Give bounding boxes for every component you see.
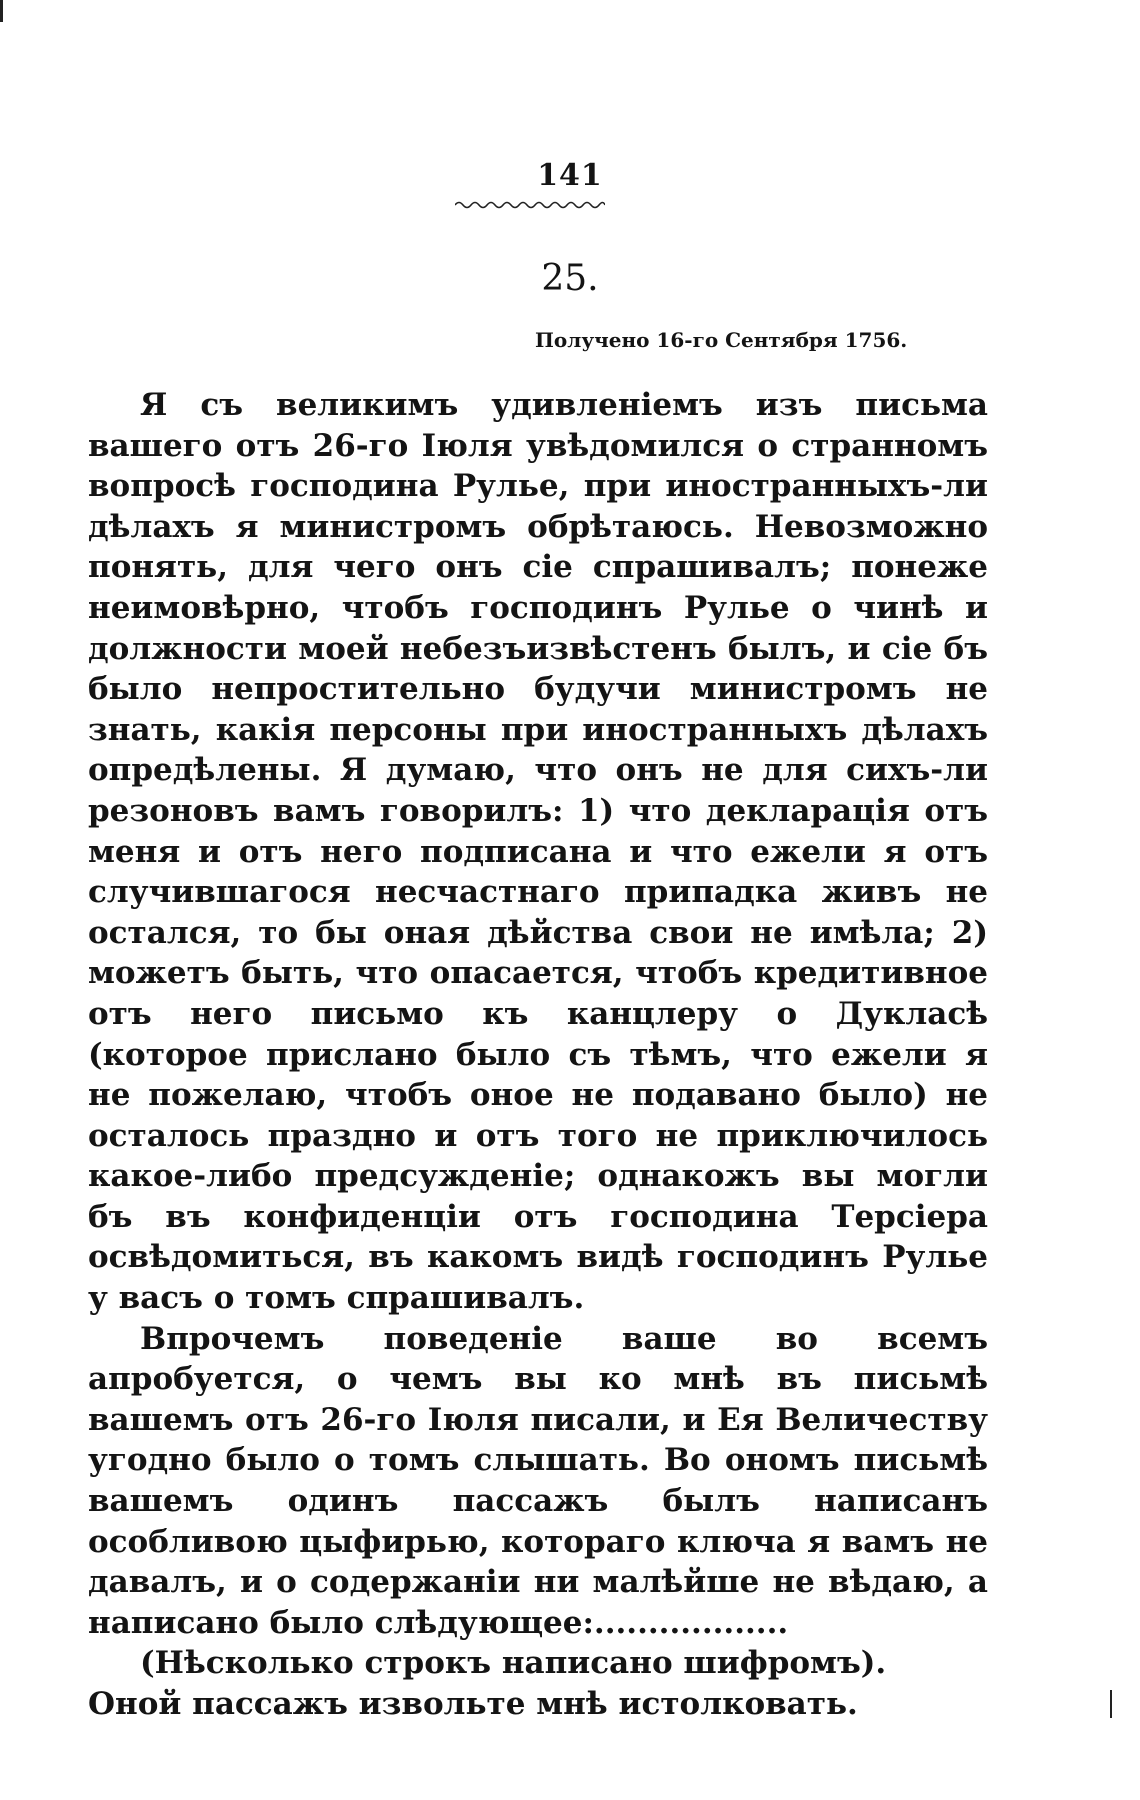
wavy-rule-ornament (455, 198, 605, 212)
paragraph-4: Оной пассажъ извольте мнѣ истолковать. (88, 1686, 858, 1722)
paragraph-2: Впрочемъ поведеніе ваше во всемъ апробуется, о чемъ вы ко мнѣ въ письмѣ вашемъ отъ 26-го Іюля писали, и Ея Величеству угодно было о томъ слышать. Во ономъ письмѣ вашемъ одинъ пассажъ былъ написанъ особливою цыфирью, котораго ключа я вамъ не давалъ, и о содержаніи ни малѣйше не вѣдаю, а написано было слѣдующее:.................. (88, 1320, 988, 1641)
page-number: 141 (537, 158, 603, 193)
letter-body (88, 385, 988, 1725)
scan-edge-mark (1110, 1690, 1112, 1718)
paragraph-1: Я съ великимъ удивленіемъ изъ письма вашего отъ 26-го Іюля увѣдомился о странномъ вопросѣ господина Рулье, при иностранныхъ-ли дѣлахъ я министромъ обрѣтаюсь. Невозможно понять, для чего онъ сіе спрашивалъ; понеже неимовѣрно, чтобъ господинъ Рулье о чинѣ и должности моей небезъизвѣстенъ былъ, и сіе бъ было непростительно будучи министромъ не знать, какія персоны при иностранныхъ дѣлахъ опредѣлены. Я думаю, что онъ не для сихъ-ли резоновъ вамъ говорилъ: 1) что декларація отъ меня и отъ него подписана и что ежели я отъ случившагося несчастнаго припадка живъ не остался, то бы оная дѣйства свои не имѣла; 2) можетъ быть, что опасается, чтобъ кредитивное отъ него письмо къ канцлеру о Дукласѣ (которое прислано было съ тѣмъ, что ежели я не пожелаю, чтобъ оное не подавано было) не осталось праздно и отъ того не приключилось какое-либо предсужденіе; однакожъ вы могли бъ въ конфиденціи отъ господина Терсіера освѣдомиться, въ какомъ видѣ господинъ Рулье у васъ о томъ спрашивалъ. (88, 387, 988, 1317)
letter-number: 25. (541, 258, 599, 299)
scan-edge-mark (0, 0, 3, 22)
received-note: Получено 16-го Сентября 1756. (535, 328, 908, 352)
paragraph-3: (Нѣсколько строкъ написано шифромъ). (140, 1645, 887, 1682)
